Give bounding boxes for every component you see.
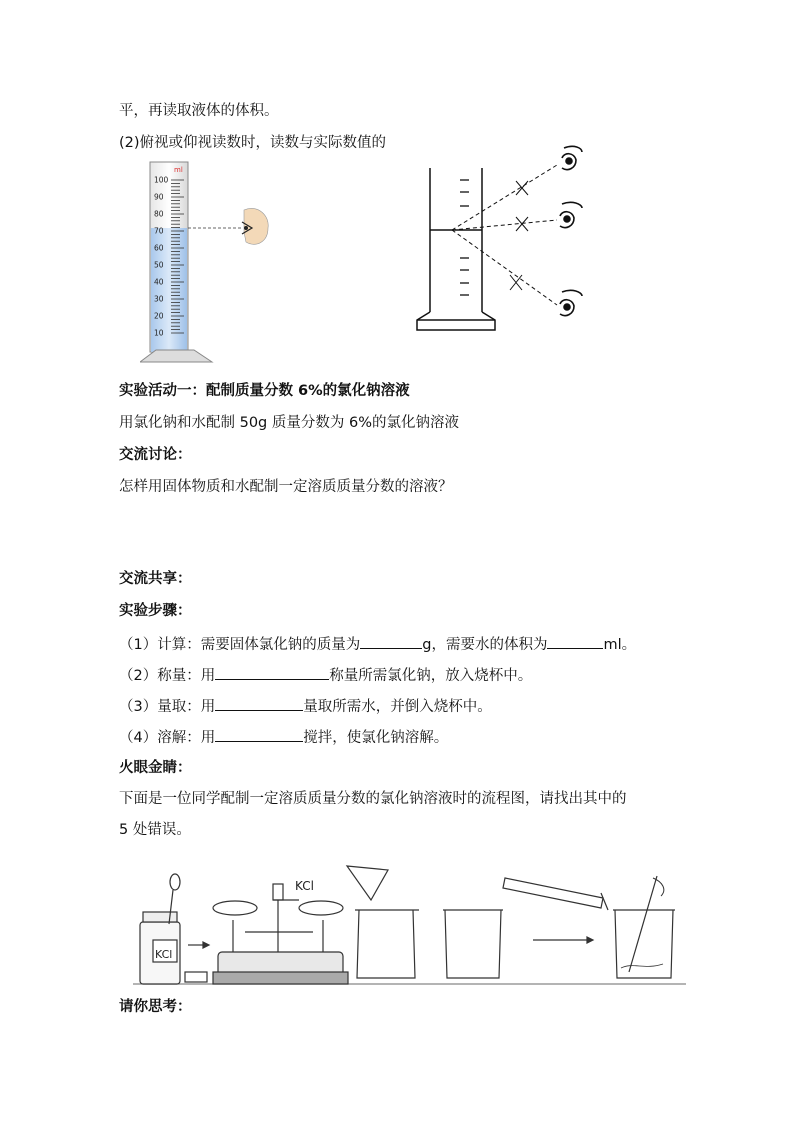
section-heading: 实验活动一：配制质量分数 6%的氯化钠溶液	[119, 383, 410, 399]
cylinder-tick-label: 70	[154, 226, 164, 236]
cylinder-tick-label: 80	[154, 209, 164, 219]
graduated-cylinder-figure	[140, 160, 280, 365]
step-calculate	[119, 633, 636, 655]
text-line: (2)俯视或仰视读数时，读数与实际数值的	[119, 135, 387, 151]
cylinder-tick-label: 100	[154, 175, 169, 185]
answer-blank-measure-tool[interactable]	[215, 695, 303, 711]
step-dissolve	[119, 726, 448, 748]
jar-label: KCl	[155, 948, 173, 961]
task-text: 用氯化钠和水配制 50g 质量分数为 6%的氯化钠溶液	[119, 415, 459, 431]
section-heading: 火眼金睛：	[119, 760, 192, 776]
step-text: （2）称量：用	[119, 668, 216, 684]
cylinder-tick-label: 50	[154, 260, 164, 270]
cylinder-tick-label: 90	[154, 192, 164, 202]
cylinder-tick-label: 60	[154, 243, 164, 253]
graduated-cylinder-svg	[140, 160, 280, 365]
step-weigh	[119, 664, 532, 686]
section-heading: 实验步骤：	[119, 603, 192, 619]
section-heading: 交流讨论：	[119, 447, 192, 463]
answer-blank-volume[interactable]	[547, 633, 603, 649]
cylinder-tick-label: 20	[154, 311, 164, 321]
step-text: ml。	[603, 637, 637, 653]
section-heading: 请你思考：	[119, 999, 192, 1015]
step-text: （4）溶解：用	[119, 730, 216, 746]
cylinder-tick-label: 10	[154, 328, 164, 338]
step-text: 量取所需水，并倒入烧杯中。	[303, 699, 492, 715]
step-text: 称量所需氯化钠，放入烧杯中。	[329, 668, 533, 684]
section-heading: 交流共享：	[119, 571, 192, 587]
balance-label: KCl	[295, 879, 314, 893]
cylinder-tick-label: 30	[154, 294, 164, 304]
answer-blank-weigh-tool[interactable]	[215, 664, 329, 680]
answer-blank-stir-tool[interactable]	[215, 726, 303, 742]
preparation-flow-svg	[133, 860, 686, 990]
question-text: 怎样用固体物质和水配制一定溶质质量分数的溶液？	[119, 479, 453, 495]
step-measure	[119, 695, 492, 717]
step-text: （1）计算：需要固体氯化钠的质量为	[119, 637, 361, 653]
step-text: （3）量取：用	[119, 699, 216, 715]
cylinder-unit-label: ml	[174, 166, 183, 174]
paragraph-text: 下面是一位同学配制一定溶质质量分数的氯化钠溶液时的流程图，请找出其中的	[119, 791, 627, 807]
cylinder-tick-label: 40	[154, 277, 164, 287]
step-text: g，需要水的体积为	[422, 637, 548, 653]
preparation-flow-figure	[133, 860, 686, 990]
step-text: 搅拌，使氯化钠溶解。	[303, 730, 449, 746]
text-line: 平，再读取液体的体积。	[119, 103, 279, 119]
paragraph-text: 5 处错误。	[119, 822, 191, 838]
answer-blank-mass[interactable]	[360, 633, 422, 649]
reading-angle-svg	[412, 140, 594, 335]
reading-angle-figure	[412, 140, 594, 335]
